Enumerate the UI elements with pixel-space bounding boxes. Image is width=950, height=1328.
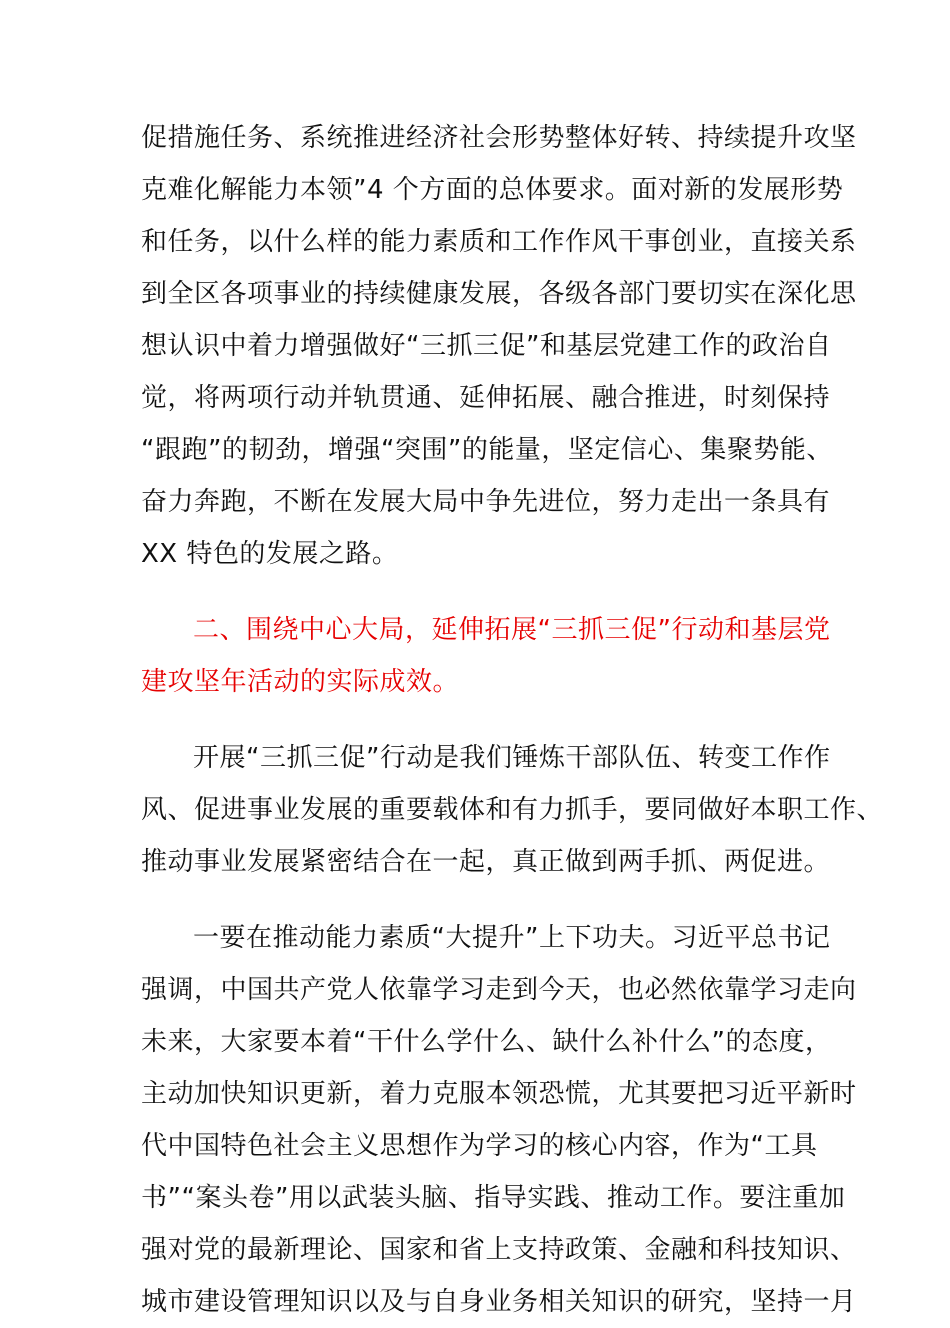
text-line: 强调，中国共产党人依靠学习走到今天，也必然依靠学习走向 — [141, 975, 857, 1005]
text-line: 觉，将两项行动并轨贯通、延伸拓展、融合推进，时刻保持 — [141, 383, 831, 413]
text-line: 城市建设管理知识以及与自身业务相关知识的研究，坚持一月 — [141, 1287, 857, 1317]
text-line: XX 特色的发展之路。 — [141, 539, 399, 569]
paragraph-continuation — [141, 112, 857, 580]
section-heading — [141, 604, 831, 708]
paragraph-point-one — [141, 912, 857, 1328]
text-line: 书”“案头卷”用以武装头脑、指导实践、推动工作。要注重加 — [141, 1183, 846, 1213]
paragraph-spacer — [141, 888, 831, 912]
paragraph-intro — [141, 732, 884, 888]
text-line: 风、促进事业发展的重要载体和有力抓手，要同做好本职工作、 — [141, 795, 884, 825]
text-line: 代中国特色社会主义思想作为学习的核心内容，作为“工具 — [141, 1131, 818, 1161]
text-line: 开展“三抓三促”行动是我们锤炼干部队伍、转变工作作 — [193, 743, 831, 773]
text-line: 一要在推动能力素质“大提升”上下功夫。习近平总书记 — [193, 923, 831, 953]
paragraph-spacer — [141, 708, 831, 732]
heading-line: 二、围绕中心大局，延伸拓展“三抓三促”行动和基层党 — [193, 615, 831, 645]
heading-line: 建攻坚年活动的实际成效。 — [141, 667, 460, 697]
text-line: 强对党的最新理论、国家和省上支持政策、金融和科技知识、 — [141, 1235, 857, 1265]
text-line: 和任务，以什么样的能力素质和工作作风干事创业，直接关系 — [141, 227, 857, 257]
text-line: 到全区各项事业的持续健康发展，各级各部门要切实在深化思 — [141, 279, 857, 309]
text-line: 想认识中着力增强做好“三抓三促”和基层党建工作的政治自 — [141, 331, 832, 361]
text-line: 未来，大家要本着“干什么学什么、缺什么补什么”的态度， — [141, 1027, 832, 1057]
text-line: “跟跑”的韧劲，增强“突围”的能量，坚定信心、集聚势能、 — [141, 435, 833, 465]
text-line: 推动事业发展紧密结合在一起，真正做到两手抓、两促进。 — [141, 847, 831, 877]
text-line: 奋力奔跑，不断在发展大局中争先进位，努力走出一条具有 — [141, 487, 831, 517]
text-line: 克难化解能力本领”4 个方面的总体要求。面对新的发展形势 — [141, 175, 844, 205]
document-body — [141, 112, 884, 1328]
text-line: 促措施任务、系统推进经济社会形势整体好转、持续提升攻坚 — [141, 123, 857, 153]
paragraph-spacer — [141, 580, 831, 604]
text-line: 主动加快知识更新，着力克服本领恐慌，尤其要把习近平新时 — [141, 1079, 857, 1109]
